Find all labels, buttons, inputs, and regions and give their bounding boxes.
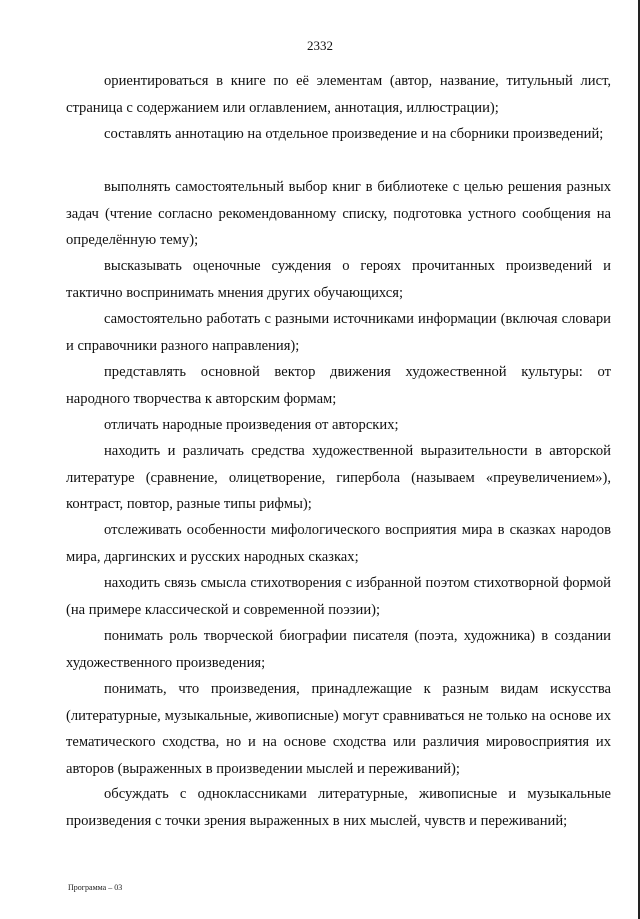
paragraph-12: понимать, что произведения, принадлежащие к разным видам искусства (литературные, музыкальные, живописные) могут сравниваться не только на основе их тематического сходства, но и на основе сходства или различия мировосприятия их авторов (выраженных в произведении мыслей и переживаний); — [66, 681, 611, 777]
paragraph-8: находить и различать средства художественной выразительности в авторской литературе (сравнение, олицетворение, гипербола (называем «преувеличением»), контраст, повтор, разные типы рифмы); — [66, 443, 611, 512]
paragraph-6: представлять основной вектор движения художественной культуры: от народного творчества к авторским формам; — [66, 364, 611, 407]
paragraph-5: самостоятельно работать с разными источниками информации (включая словари и справочники разного направления); — [66, 311, 611, 354]
paragraph-2: составлять аннотацию на отдельное произведение и на сборники произведений; — [104, 126, 604, 142]
paragraph-11: понимать роль творческой биографии писателя (поэта, художника) в создании художественного произведения; — [66, 628, 611, 671]
paragraph-1: ориентироваться в книге по её элементам (автор, название, титульный лист, страница с содержанием или оглавлением, аннотация, иллюстрации); — [66, 73, 611, 116]
footer-label: Программа – 03 — [68, 883, 123, 892]
paragraph-3: выполнять самостоятельный выбор книг в библиотеке с целью решения разных задач (чтение согласно рекомендованному списку, подготовка устного сообщения на определённую тему); — [66, 179, 611, 248]
page-number: 2332 — [307, 38, 333, 53]
paragraph-4: высказывать оценочные суждения о героях прочитанных произведений и тактично воспринимать мнения других обучающихся; — [66, 258, 611, 301]
paragraph-9: отслеживать особенности мифологического восприятия мира в сказках народов мира, даргинских и русских народных сказках; — [66, 522, 611, 565]
paragraph-13: обсуждать с одноклассниками литературные, живописные и музыкальные произведения с точки зрения выраженных в них мыслей, чувств и переживаний; — [66, 786, 611, 829]
paragraph-7: отличать народные произведения от авторских; — [104, 417, 399, 433]
paragraph-10: находить связь смысла стихотворения с избранной поэтом стихотворной формой (на примере классической и современной поэзии); — [66, 575, 611, 618]
